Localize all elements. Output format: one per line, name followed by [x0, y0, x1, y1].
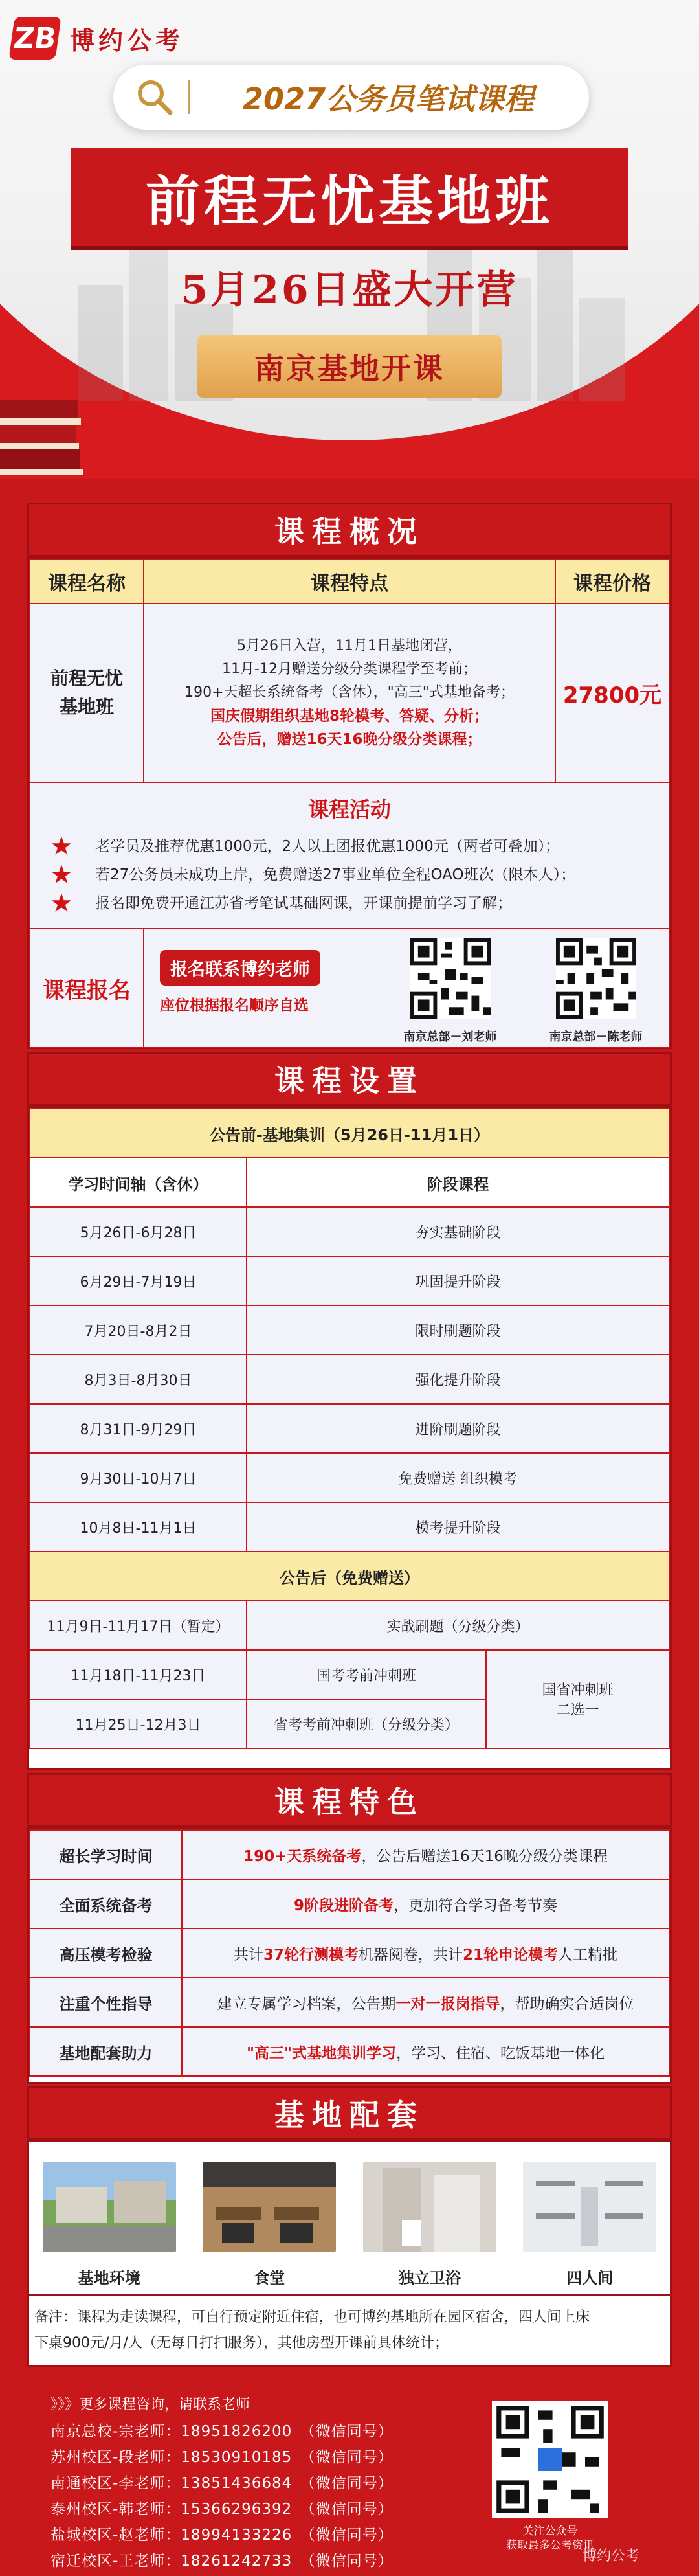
table-row: 5月26日-6月28日 夯实基础阶段	[30, 1207, 669, 1256]
contact-intro: 》》》更多课程咨询，请联系老师	[50, 2397, 250, 2413]
col-stage-header: 阶段课程	[247, 1158, 669, 1207]
table-row: 高压模考检验 共计37轮行测模考机器阅卷，共计21轮申论模考人工精批	[30, 1928, 669, 1978]
table-row: 9月30日-10月7日 免费赠送 组织模考	[30, 1453, 669, 1502]
schedule-section-title: 课程设置	[27, 1052, 672, 1106]
contact-footer	[0, 2383, 699, 2576]
table-row: 基地配套助力 "高三"式基地集训学习，学习、住宿、吃饭基地一体化	[30, 2027, 669, 2076]
course-name-cell	[30, 604, 144, 782]
activity-item: ★ 老学员及推荐优惠1000元，2人以上团报优惠1000元（两者可叠加）；	[50, 831, 560, 861]
signup-info	[144, 929, 377, 1047]
phase1-title: 公告前-基地集训（5月26日-11月1日）	[30, 1109, 669, 1158]
open-date-headline: 5月26日盛大开营	[181, 267, 518, 313]
feature-line: 190+天超长系统备考（含休），"高三"式基地备考；	[184, 684, 515, 701]
table-row: 全面系统备考 9阶段进阶备考，更加符合学习备考节奏	[30, 1879, 669, 1928]
base-section-title: 基地配套	[27, 2086, 672, 2140]
table-row: 11月18日-11月23日 国考考前冲刺班 国省冲刺班 二选一	[30, 1650, 669, 1699]
watermark: 博约公考	[582, 2548, 640, 2564]
overview-table	[29, 559, 670, 783]
course-name-line1: 前程无忧	[50, 668, 123, 689]
contact-line: 南京总校-宗老师：18951826200 （微信同号）	[50, 2423, 394, 2440]
logo-mark-icon: ZB	[8, 17, 61, 60]
signup-row	[29, 928, 670, 1048]
qr-liu[interactable]	[404, 938, 497, 1047]
signup-qr-codes	[377, 929, 669, 1047]
qr-code-icon	[410, 938, 491, 1019]
feature-highlight: 公告后，赠送16天16晚分级分类课程；	[217, 731, 482, 748]
features-section-title: 课程特色	[27, 1773, 672, 1827]
col-time-header: 学习时间轴（含休）	[30, 1158, 247, 1207]
table-row: 7月20日-8月2日 限时刷题阶段	[30, 1305, 669, 1355]
magnifier-icon	[135, 78, 174, 117]
accommodation-remark: 备注：课程为走读课程，可自行预定附近住宿，也可博约基地所在园区宿舍，四人间上床 下桌900元/月/人（无每日打扫服务），其他房型开课前具体统计；	[27, 2296, 672, 2367]
books-decoration	[0, 387, 84, 479]
photo-canteen: 食堂	[203, 2162, 336, 2294]
table-row: 8月31日-9月29日 进阶刷题阶段	[30, 1404, 669, 1453]
photo-quad-room: 四人间	[523, 2162, 656, 2294]
table-row: 10月8日-11月1日 模考提升阶段	[30, 1502, 669, 1552]
qr-code-icon	[556, 938, 636, 1019]
contact-line: 苏州校区-段老师：18530910185 （微信同号）	[50, 2449, 394, 2466]
star-icon: ★	[50, 860, 73, 890]
star-icon: ★	[50, 888, 73, 918]
table-row: 11月9日-11月17日（暂定） 实战刷题（分级分类）	[30, 1601, 669, 1650]
table-row: 超长学习时间 190+天系统备考，公告后赠送16天16晚分级分类课程	[30, 1830, 669, 1879]
qr-caption: 南京总部－陈老师	[549, 1030, 643, 1044]
photo-environment: 基地环境	[43, 2162, 176, 2294]
table-row: 6月29日-7月19日 巩固提升阶段	[30, 1256, 669, 1305]
signup-note: 座位根据报名顺序自选	[160, 997, 309, 1014]
official-account-qr-icon[interactable]	[492, 2401, 608, 2518]
schedule-table	[29, 1108, 670, 1749]
feature-highlight: 国庆假期组织基地8轮模考、答疑、分析；	[210, 708, 489, 725]
logo-text: 博约公考	[70, 25, 184, 55]
qr-caption: 关注公众号 获取最多公考资讯	[506, 2525, 594, 2552]
main-banner-title: 前程无忧基地班	[71, 148, 628, 246]
features-table	[29, 1829, 670, 2077]
header-course-price: 课程价格	[555, 559, 669, 604]
course-name-line2: 基地班	[59, 696, 114, 717]
signup-label: 课程报名	[30, 929, 144, 1047]
photo-bathroom: 独立卫浴	[363, 2162, 496, 2294]
canteen-image	[203, 2162, 336, 2252]
course-title-pill	[113, 65, 589, 130]
base-environment-image	[43, 2162, 176, 2252]
header-course-name: 课程名称	[30, 559, 144, 604]
feature-line: 5月26日入营，11月1日基地闭营，	[237, 638, 462, 654]
schedule-section	[27, 1106, 672, 1770]
course-features-cell	[144, 604, 555, 782]
choice-cell: 国省冲刺班 二选一	[486, 1650, 669, 1748]
star-icon: ★	[50, 831, 73, 861]
features-section	[27, 1827, 672, 2084]
contact-line: 南通校区-李老师：13851436684 （微信同号）	[50, 2475, 394, 2492]
activity-item: ★ 报名即免费开通江苏省考笔试基础网课，开课前提前学习了解；	[50, 888, 512, 918]
activities-title: 课程活动	[307, 797, 391, 822]
qr-caption: 南京总部－刘老师	[403, 1030, 497, 1044]
contact-line: 盐城校区-赵老师：18994133226 （微信同号）	[50, 2527, 394, 2544]
quad-room-image	[523, 2162, 656, 2252]
facility-photos	[27, 2140, 672, 2296]
contact-line: 泰州校区-韩老师：15366296392 （微信同号）	[50, 2501, 394, 2518]
qr-chen[interactable]	[549, 938, 643, 1047]
phase2-title: 公告后（免费赠送）	[30, 1552, 669, 1601]
city-tag: 南京基地开课	[197, 335, 502, 398]
pill-divider	[188, 80, 190, 114]
overview-section	[27, 557, 672, 1049]
table-row: 8月3日-8月30日 强化提升阶段	[30, 1355, 669, 1404]
overview-section-title: 课程概况	[27, 503, 672, 557]
poster-header	[0, 0, 699, 479]
contact-line: 宿迁校区-王老师：18261242733 （微信同号）	[50, 2553, 394, 2570]
course-activities	[29, 783, 670, 928]
course-title: 2027公务员笔试课程	[242, 82, 535, 117]
brand-logo	[12, 17, 184, 60]
signup-contact-button[interactable]: 报名联系博约老师	[160, 950, 320, 986]
table-row: 11月25日-12月3日 省考考前冲刺班（分级分类）	[30, 1699, 669, 1748]
course-price: 27800元	[555, 604, 669, 782]
header-course-features: 课程特点	[144, 559, 555, 604]
bathroom-image	[363, 2162, 496, 2252]
feature-line: 11月-12月赠送分级分类课程学至考前；	[222, 661, 477, 677]
table-row: 注重个性指导 建立专属学习档案，公告期一对一报岗指导，帮助确实合适岗位	[30, 1978, 669, 2027]
activity-item: ★ 若27公务员未成功上岸，免费赠送27事业单位全程OAO班次（限本人）；	[50, 860, 576, 890]
